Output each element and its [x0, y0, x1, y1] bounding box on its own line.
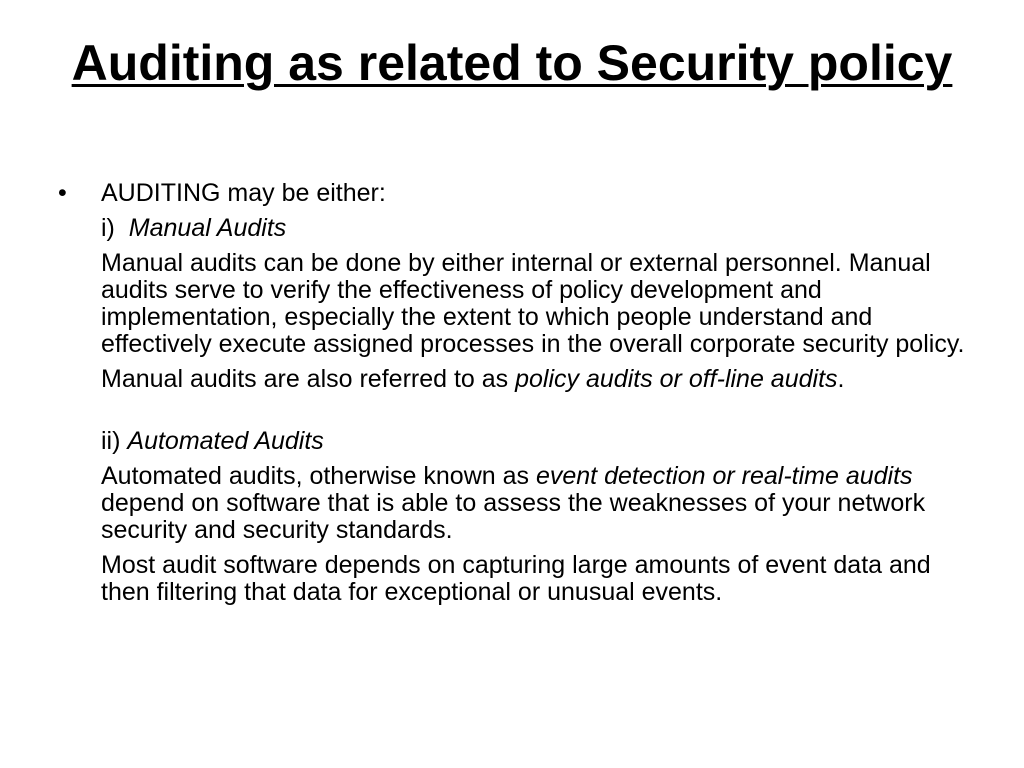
automated-p1-tail: depend on software that is able to assess the weaknesses of your network security and security standards. [101, 489, 926, 544]
automated-numeral: ii) [101, 427, 121, 455]
manual-p2-emphasis: policy audits or off-line audits [515, 365, 838, 393]
manual-paragraph-2 [56, 366, 976, 393]
bullet-dot-icon: • [58, 179, 67, 207]
manual-paragraph-1: Manual audits can be done by either internal or external personnel. Manual audits serve to verify the effectiveness of policy development and implementation, especially the extent to which people understand and effectively execute assigned processes in the overall corporate security policy. [101, 249, 965, 358]
manual-heading-text: Manual Audits [128, 214, 287, 242]
manual-numeral: i) [101, 214, 115, 242]
slide-title: Auditing as related to Security policy [71, 35, 953, 91]
spacer [56, 401, 976, 428]
automated-audits-heading [56, 428, 976, 455]
manual-audits-heading [56, 215, 976, 242]
intro-text: AUDITING may be either: [101, 179, 386, 207]
slide-body [56, 180, 976, 614]
automated-paragraph-2: Most audit software depends on capturing large amounts of event data and then filtering that data for exceptional or unusual events. [101, 551, 931, 606]
automated-paragraph-1 [56, 463, 976, 544]
manual-p2-tail: . [837, 365, 845, 393]
automated-p1-emphasis: event detection or real-time audits [535, 462, 913, 490]
automated-heading-text: Automated Audits [127, 427, 324, 455]
automated-p1-lead: Automated audits, otherwise known as [101, 462, 536, 490]
manual-p2-lead: Manual audits are also referred to as [101, 365, 516, 393]
bullet-item [56, 180, 976, 207]
